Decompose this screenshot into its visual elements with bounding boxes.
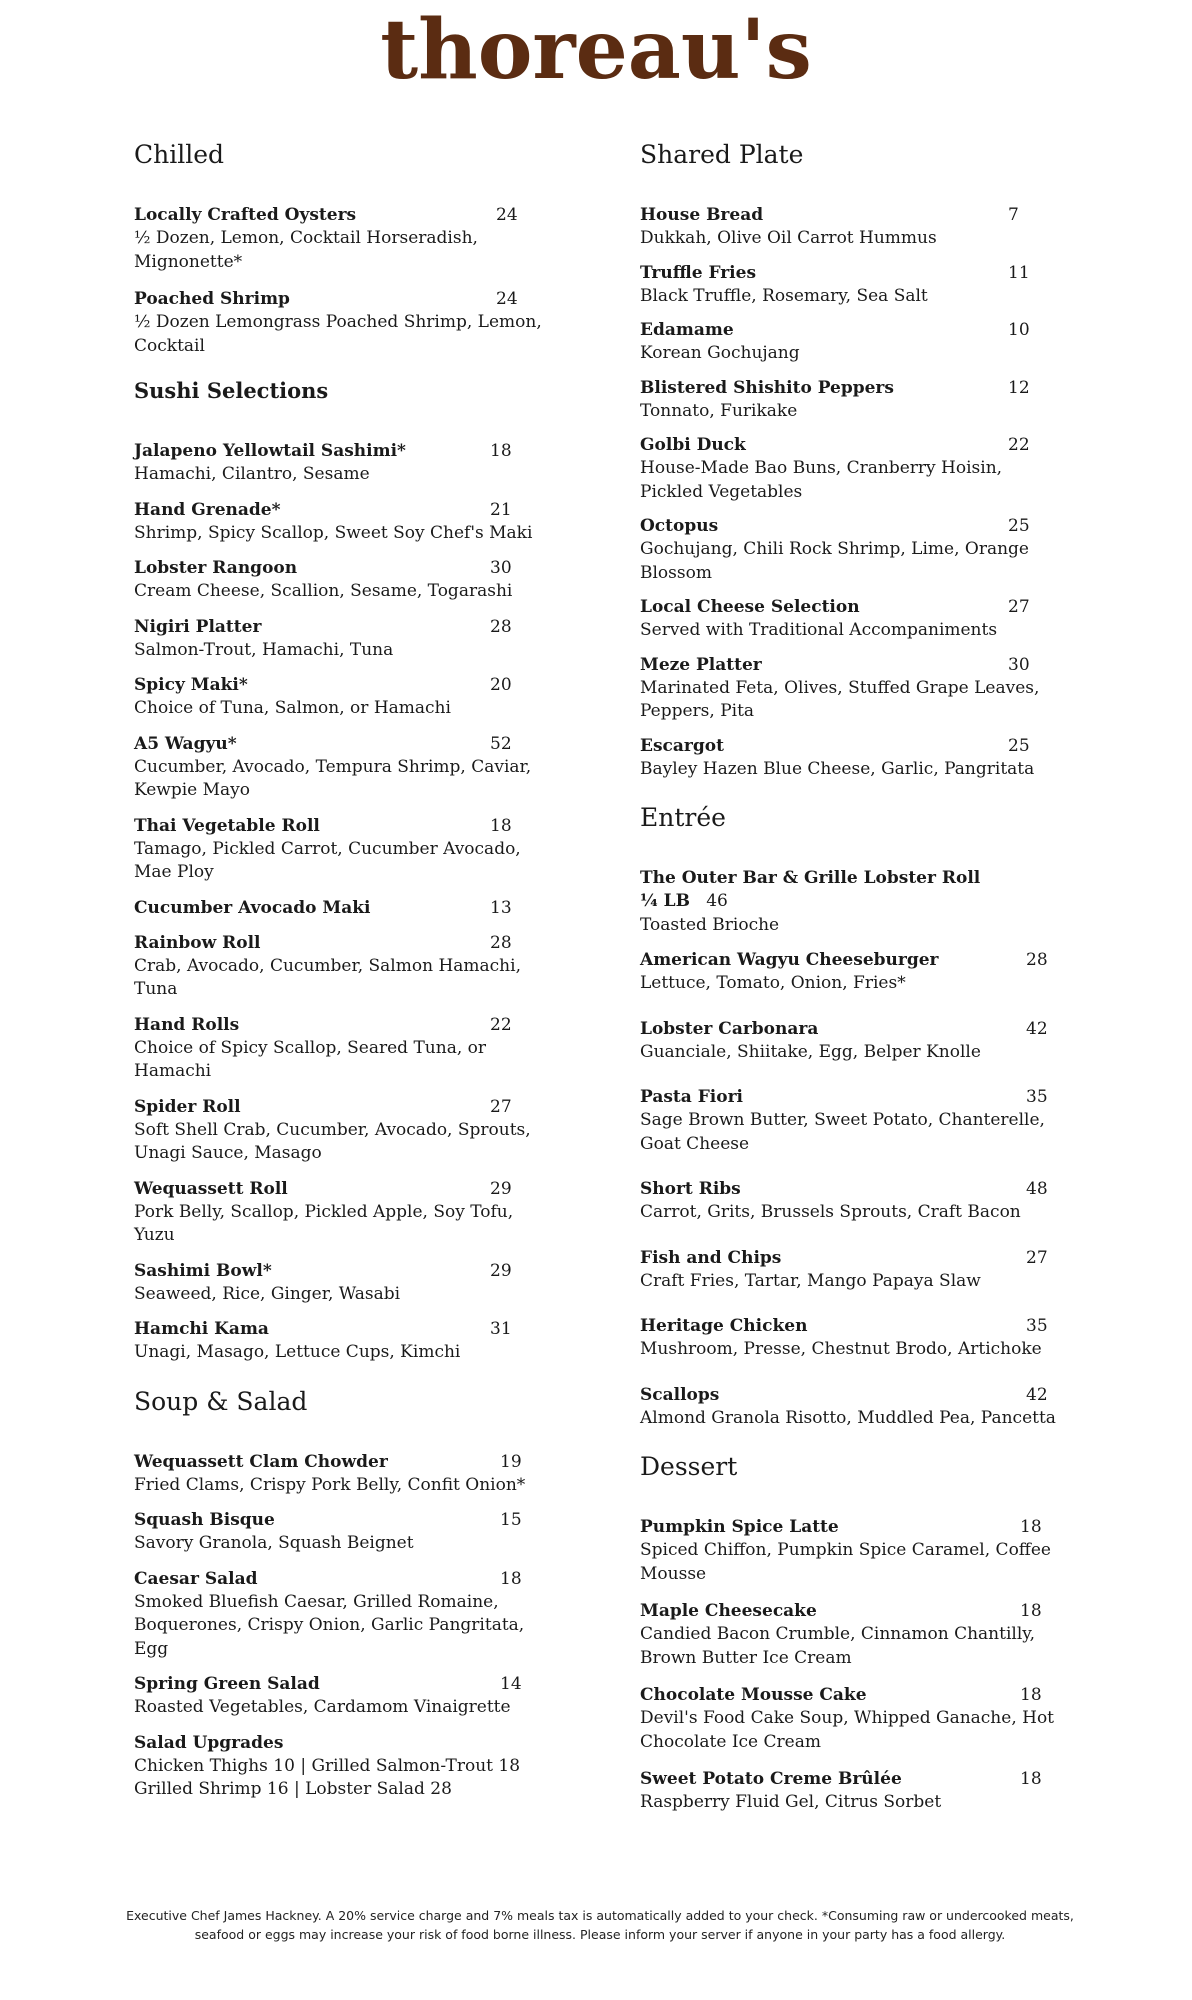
menu-item	[640, 1768, 1060, 1815]
item-description: Salmon-Trout, Hamachi, Tuna	[134, 639, 394, 660]
menu-item	[640, 434, 1060, 504]
logo	[0, 6, 1192, 106]
menu-item	[640, 204, 1060, 251]
logo-text: thoreau's	[380, 6, 812, 98]
item-name: Truffle Fries	[640, 262, 757, 283]
item-description: Korean Gochujang	[640, 343, 800, 363]
item-description: Cream Cheese, Scallion, Sesame, Togarashi	[134, 581, 513, 601]
item-description: Smoked Bluefish Caesar, Grilled Romaine, Boquerones, Crispy Onion, Garlic Pangritata, Egg	[134, 1591, 525, 1659]
menu-item	[640, 654, 1060, 724]
item-description: Crab, Avocado, Cucumber, Salmon Hamachi, Tuna	[134, 955, 521, 999]
item-price: 18	[1020, 1685, 1042, 1705]
menu-item	[640, 735, 1060, 782]
section-title-dessert: Dessert	[640, 1452, 738, 1481]
menu-item	[640, 1516, 1060, 1586]
menu-item	[134, 1178, 554, 1248]
menu-item	[134, 1014, 554, 1084]
item-price: 28	[1026, 950, 1048, 970]
section-title-chilled: Chilled	[134, 140, 225, 169]
item-name: Fish and Chips	[640, 1247, 782, 1268]
section-title-entree: Entrée	[640, 803, 726, 832]
item-name: Escargot	[640, 735, 724, 756]
menu-item	[134, 288, 554, 358]
item-price: 12	[1008, 377, 1030, 398]
menu-item	[134, 733, 554, 803]
item-name: Hand Grenade*	[134, 499, 281, 520]
item-description: ½ Dozen Lemongrass Poached Shrimp, Lemon, Cocktail	[134, 312, 542, 356]
section-title-soup-salad: Soup & Salad	[134, 1386, 308, 1416]
item-name: Sweet Potato Creme Brûlée	[640, 1769, 902, 1789]
item-description: Choice of Spicy Scallop, Seared Tuna, or Hamachi	[134, 1037, 486, 1081]
item-description: Mushroom, Presse, Chestnut Brodo, Artichoke	[640, 1339, 1042, 1359]
menu-item	[640, 949, 1060, 996]
item-name: Nigiri Platter	[134, 616, 262, 637]
item-name: Lobster Rangoon	[134, 558, 298, 578]
item-name: The Outer Bar & Grille Lobster Roll	[640, 868, 981, 888]
item-price: 15	[500, 1510, 522, 1530]
section-title-shared-plate: Shared Plate	[640, 140, 804, 169]
item-name: Heritage Chicken	[640, 1316, 808, 1336]
soup-salad-list	[134, 1451, 554, 1802]
menu-item	[134, 815, 554, 885]
item-description: House-Made Bao Buns, Cranberry Hoisin, Pickled Vegetables	[640, 458, 1003, 502]
item-price: 30	[490, 558, 512, 578]
item-price: 10	[1008, 320, 1030, 340]
menu-item	[134, 499, 554, 546]
item-description: Unagi, Masago, Lettuce Cups, Kimchi	[134, 1342, 461, 1362]
item-name: Edamame	[640, 320, 734, 340]
item-price: 27	[490, 1096, 512, 1117]
item-price: 35	[1026, 1316, 1048, 1336]
item-description: Savory Granola, Squash Beignet	[134, 1533, 414, 1553]
item-name: Blistered Shishito Peppers	[640, 377, 894, 398]
item-name: Rainbow Roll	[134, 932, 261, 953]
menu-item	[134, 1451, 554, 1498]
item-name: Spicy Maki*	[134, 675, 248, 695]
item-description: Guanciale, Shiitake, Egg, Belper Knolle	[640, 1041, 981, 1062]
item-price: 46	[706, 891, 728, 911]
item-description: Roasted Vegetables, Cardamom Vinaigrette	[134, 1697, 511, 1717]
right-column	[640, 140, 1060, 1829]
item-price: 18	[1020, 1517, 1042, 1537]
item-name: Sashimi Bowl*	[134, 1260, 272, 1281]
item-name: Spring Green Salad	[134, 1674, 320, 1694]
item-description: Pork Belly, Scallop, Pickled Apple, Soy Tofu, Yuzu	[134, 1201, 514, 1245]
item-description: Craft Fries, Tartar, Mango Papaya Slaw	[640, 1270, 981, 1291]
menu-item	[640, 319, 1060, 366]
item-name: Caesar Salad	[134, 1568, 258, 1589]
item-name: Hamchi Kama	[134, 1319, 269, 1339]
item-price: 22	[1008, 435, 1030, 455]
item-description: Cucumber, Avocado, Tempura Shrimp, Caviar, Kewpie Mayo	[134, 756, 532, 800]
item-name: Meze Platter	[640, 654, 762, 675]
item-price: 42	[1026, 1018, 1048, 1039]
item-name: Wequassett Roll	[134, 1178, 288, 1199]
item-description: Gochujang, Chili Rock Shrimp, Lime, Orange Blossom	[640, 539, 1029, 583]
left-column	[134, 140, 554, 1814]
menu-item	[640, 1086, 1060, 1156]
item-description: Soft Shell Crab, Cucumber, Avocado, Sprouts, Unagi Sauce, Masago	[134, 1119, 531, 1163]
item-description: Tamago, Pickled Carrot, Cucumber Avocado, Mae Ploy	[134, 838, 521, 882]
item-name: Thai Vegetable Roll	[134, 815, 320, 836]
item-description: Hamachi, Cilantro, Sesame	[134, 464, 370, 484]
item-price: 29	[490, 1178, 512, 1199]
item-description: Marinated Feta, Olives, Stuffed Grape Leaves, Peppers, Pita	[640, 677, 1040, 721]
item-description: Bayley Hazen Blue Cheese, Garlic, Pangritata	[640, 758, 1035, 779]
item-name: A5 Wagyu*	[134, 733, 237, 754]
item-name: Local Cheese Selection	[640, 597, 860, 617]
item-description: Spiced Chiffon, Pumpkin Spice Caramel, Coffee Mousse	[640, 1540, 1051, 1584]
item-name: Octopus	[640, 516, 719, 536]
menu-item	[640, 1247, 1060, 1294]
item-description: Black Truffle, Rosemary, Sea Salt	[640, 285, 928, 306]
item-name: Short Ribs	[640, 1179, 741, 1199]
item-price: 24	[496, 289, 518, 309]
menu-item	[640, 1018, 1060, 1065]
item-price: 27	[1008, 597, 1030, 617]
menu-item	[134, 1318, 554, 1365]
item-name: Salad Upgrades	[134, 1732, 284, 1753]
footer-disclaimer: Executive Chef James Hackney. A 20% service charge and 7% meals tax is automatically added to your check. *Consuming raw or undercooked meats, seafood or eggs may increase your risk of food borne illness. Please inform your server if anyone in your party has a food allergy.	[126, 1908, 1074, 1942]
item-price: 24	[496, 205, 518, 225]
item-description: Choice of Tuna, Salmon, or Hamachi	[134, 698, 451, 718]
item-description: Shrimp, Spicy Scallop, Sweet Soy Chef's Maki	[134, 522, 533, 543]
item-price: 20	[490, 675, 512, 695]
menu-item	[134, 557, 554, 604]
item-price: 19	[500, 1451, 522, 1472]
item-price: 22	[490, 1014, 512, 1035]
menu-item	[640, 1684, 1060, 1754]
menu-item	[640, 596, 1060, 643]
item-price: 28	[490, 932, 512, 953]
item-price: 35	[1026, 1087, 1048, 1107]
item-price: 18	[500, 1568, 522, 1589]
menu-item	[134, 1568, 554, 1662]
item-name: Jalapeno Yellowtail Sashimi*	[134, 441, 406, 461]
menu-item	[134, 674, 554, 721]
item-price: 25	[1008, 735, 1030, 756]
item-name: Locally Crafted Oysters	[134, 205, 357, 225]
menu-item	[134, 1096, 554, 1166]
sushi-list	[134, 440, 554, 1365]
item-price: 14	[500, 1674, 522, 1694]
dessert-list	[640, 1516, 1060, 1815]
item-price: 11	[1008, 262, 1030, 283]
menu-item	[640, 1384, 1060, 1431]
item-name: Scallops	[640, 1384, 720, 1405]
menu-item	[640, 262, 1060, 309]
section-title-sushi: Sushi Selections	[134, 378, 329, 403]
item-name: Wequassett Clam Chowder	[134, 1451, 388, 1472]
menu-item	[640, 1600, 1060, 1670]
item-name: Golbi Duck	[640, 435, 746, 455]
item-description: Raspberry Fluid Gel, Citrus Sorbet	[640, 1792, 942, 1812]
menu-item	[134, 897, 554, 920]
menu-item	[134, 1732, 554, 1802]
shared-plate-list	[640, 204, 1060, 781]
item-price: 18	[490, 815, 512, 836]
item-price: 30	[1008, 654, 1030, 675]
menu-item	[134, 204, 554, 274]
item-description: Sage Brown Butter, Sweet Potato, Chanterelle, Goat Cheese	[640, 1110, 1045, 1154]
item-description: Tonnato, Furikake	[640, 400, 798, 421]
menu-item	[640, 515, 1060, 585]
item-price: 7	[1008, 205, 1019, 225]
item-description: Fried Clams, Crispy Pork Belly, Confit Onion*	[134, 1474, 526, 1495]
item-description: Dukkah, Olive Oil Carrot Hummus	[640, 228, 937, 248]
menu-item	[640, 1178, 1060, 1225]
item-price: 18	[1020, 1769, 1042, 1789]
item-name: Poached Shrimp	[134, 289, 290, 309]
menu-item	[134, 1673, 554, 1720]
item-price: 18	[1020, 1601, 1042, 1621]
item-price: 42	[1026, 1384, 1048, 1405]
item-name: Pumpkin Spice Latte	[640, 1517, 839, 1537]
menu-item	[640, 867, 1060, 937]
item-price: 18	[490, 441, 512, 461]
item-name: Spider Roll	[134, 1096, 241, 1117]
item-price: 48	[1026, 1179, 1048, 1199]
item-name: American Wagyu Cheeseburger	[640, 950, 939, 970]
item-description: Almond Granola Risotto, Muddled Pea, Pancetta	[640, 1407, 1056, 1428]
menu-item	[134, 1260, 554, 1307]
item-size: ¼ LB	[640, 891, 690, 911]
item-price: 52	[490, 733, 512, 754]
item-name: Lobster Carbonara	[640, 1018, 819, 1039]
menu-item	[134, 616, 554, 663]
chilled-list	[134, 204, 554, 358]
logo-wordmark	[366, 6, 826, 106]
item-name: Maple Cheesecake	[640, 1601, 817, 1621]
item-price: 27	[1026, 1247, 1048, 1268]
item-price: 13	[490, 897, 512, 918]
item-name: Pasta Fiori	[640, 1087, 743, 1107]
item-description: Devil's Food Cake Soup, Whipped Ganache, Hot Chocolate Ice Cream	[640, 1708, 1055, 1752]
menu-item	[134, 932, 554, 1002]
item-description: Served with Traditional Accompaniments	[640, 620, 998, 640]
item-name: Hand Rolls	[134, 1014, 240, 1035]
item-description: Toasted Brioche	[640, 914, 780, 935]
item-price: 29	[490, 1260, 512, 1281]
menu-item	[640, 377, 1060, 424]
item-name: Chocolate Mousse Cake	[640, 1685, 867, 1705]
item-price: 21	[490, 499, 512, 520]
item-price: 28	[490, 616, 512, 637]
item-name: Squash Bisque	[134, 1510, 275, 1530]
menu-item	[134, 1509, 554, 1556]
item-name: House Bread	[640, 205, 764, 225]
item-price: 25	[1008, 516, 1030, 536]
item-description: ½ Dozen, Lemon, Cocktail Horseradish, Mignonette*	[134, 228, 478, 272]
item-description: Lettuce, Tomato, Onion, Fries*	[640, 973, 906, 993]
item-name: Cucumber Avocado Maki	[134, 897, 371, 918]
entree-list	[640, 949, 1060, 1430]
item-description: Chicken Thighs 10 | Grilled Salmon-Trout 18 Grilled Shrimp 16 | Lobster Salad 28	[134, 1755, 521, 1799]
menu-item	[134, 440, 554, 487]
menu-item	[640, 1315, 1060, 1362]
item-price: 31	[490, 1319, 512, 1339]
item-description: Candied Bacon Crumble, Cinnamon Chantilly, Brown Butter Ice Cream	[640, 1624, 1036, 1668]
item-description: Seaweed, Rice, Ginger, Wasabi	[134, 1283, 401, 1304]
item-description: Carrot, Grits, Brussels Sprouts, Craft Bacon	[640, 1202, 1021, 1222]
